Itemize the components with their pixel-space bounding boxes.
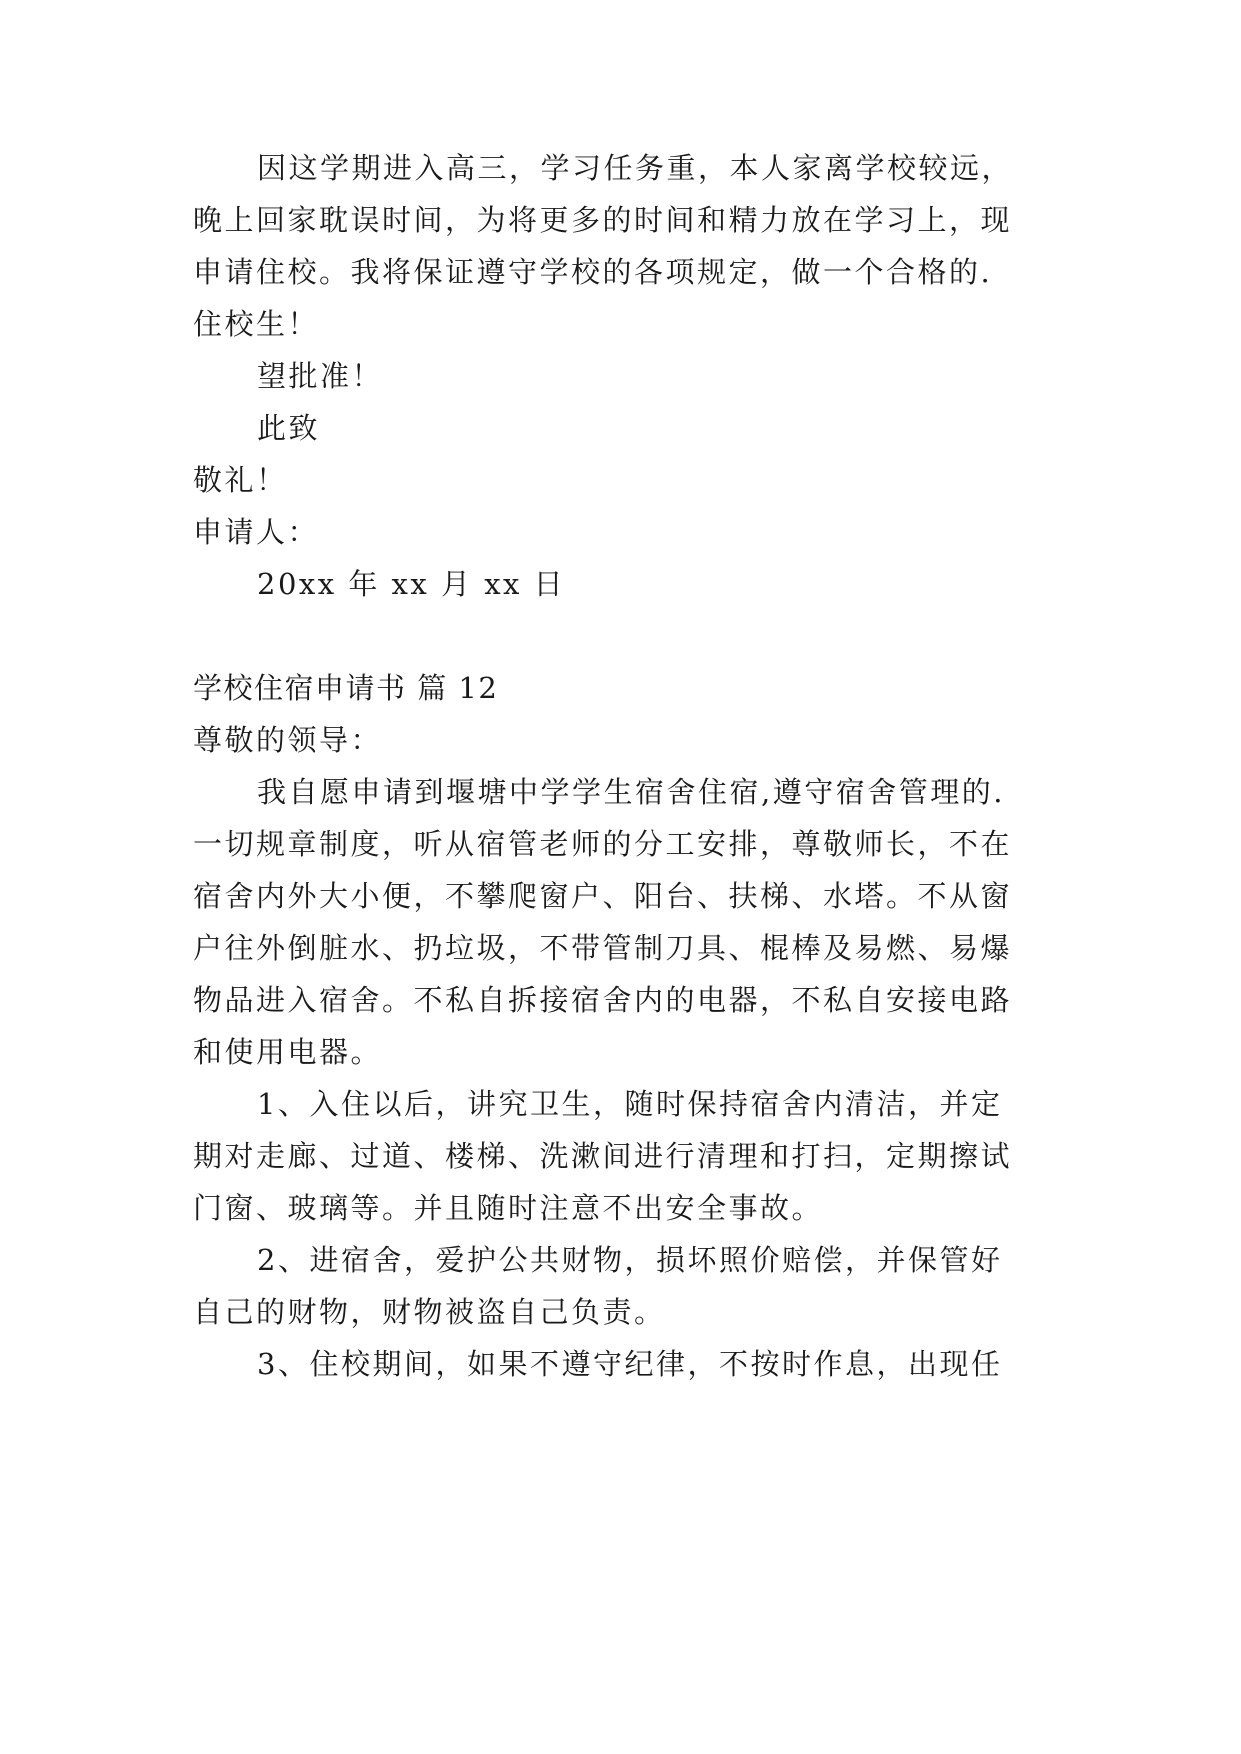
salutation-line: 敬礼！ — [193, 463, 288, 497]
section-title: 学校住宿申请书 篇 12 — [193, 671, 499, 705]
paragraph-line: 和使用电器。 — [193, 1035, 383, 1069]
greeting-line: 尊敬的领导： — [193, 723, 383, 757]
paragraph-line: 晚上回家耽误时间，为将更多的时间和精力放在学习上，现 — [193, 203, 1013, 237]
paragraph-line: 申请住校。我将保证遵守学校的各项规定，做一个合格的. — [193, 255, 993, 289]
closing-line: 此致 — [257, 411, 321, 445]
list-item-line: 3、住校期间，如果不遵守纪律，不按时作息，出现任 — [257, 1347, 1003, 1381]
paragraph-line: 一切规章制度，听从宿管老师的分工安排，尊敬师长，不在 — [193, 827, 1013, 861]
paragraph-line: 住校生！ — [193, 307, 320, 341]
applicant-label: 申请人： — [193, 515, 320, 549]
list-item-line: 1、入住以后，讲究卫生，随时保持宿舍内清洁，并定 — [257, 1087, 1003, 1121]
paragraph-line: 我自愿申请到堰塘中学学生宿舍住宿,遵守宿舍管理的. — [257, 775, 1005, 809]
list-item-line: 门窗、玻璃等。并且随时注意不出安全事故。 — [193, 1191, 824, 1225]
list-item-line: 自己的财物，财物被盗自己负责。 — [193, 1295, 666, 1329]
list-item-line: 2、进宿舍，爱护公共财物，损坏照价赔偿，并保管好 — [257, 1243, 1003, 1277]
request-line: 望批准！ — [257, 359, 384, 393]
paragraph-line: 因这学期进入高三，学习任务重，本人家离学校较远， — [257, 151, 1014, 185]
paragraph-line: 宿舍内外大小便，不攀爬窗户、阳台、扶梯、水塔。不从窗 — [193, 879, 1013, 913]
date-line: 20xx 年 xx 月 xx 日 — [257, 567, 566, 601]
paragraph-line: 户往外倒脏水、扔垃圾，不带管制刀具、棍棒及易燃、易爆 — [193, 931, 1013, 965]
paragraph-line: 物品进入宿舍。不私自拆接宿舍内的电器，不私自安接电路 — [193, 983, 1013, 1017]
list-item-line: 期对走廊、过道、楼梯、洗漱间进行清理和打扫，定期擦试 — [193, 1139, 1013, 1173]
